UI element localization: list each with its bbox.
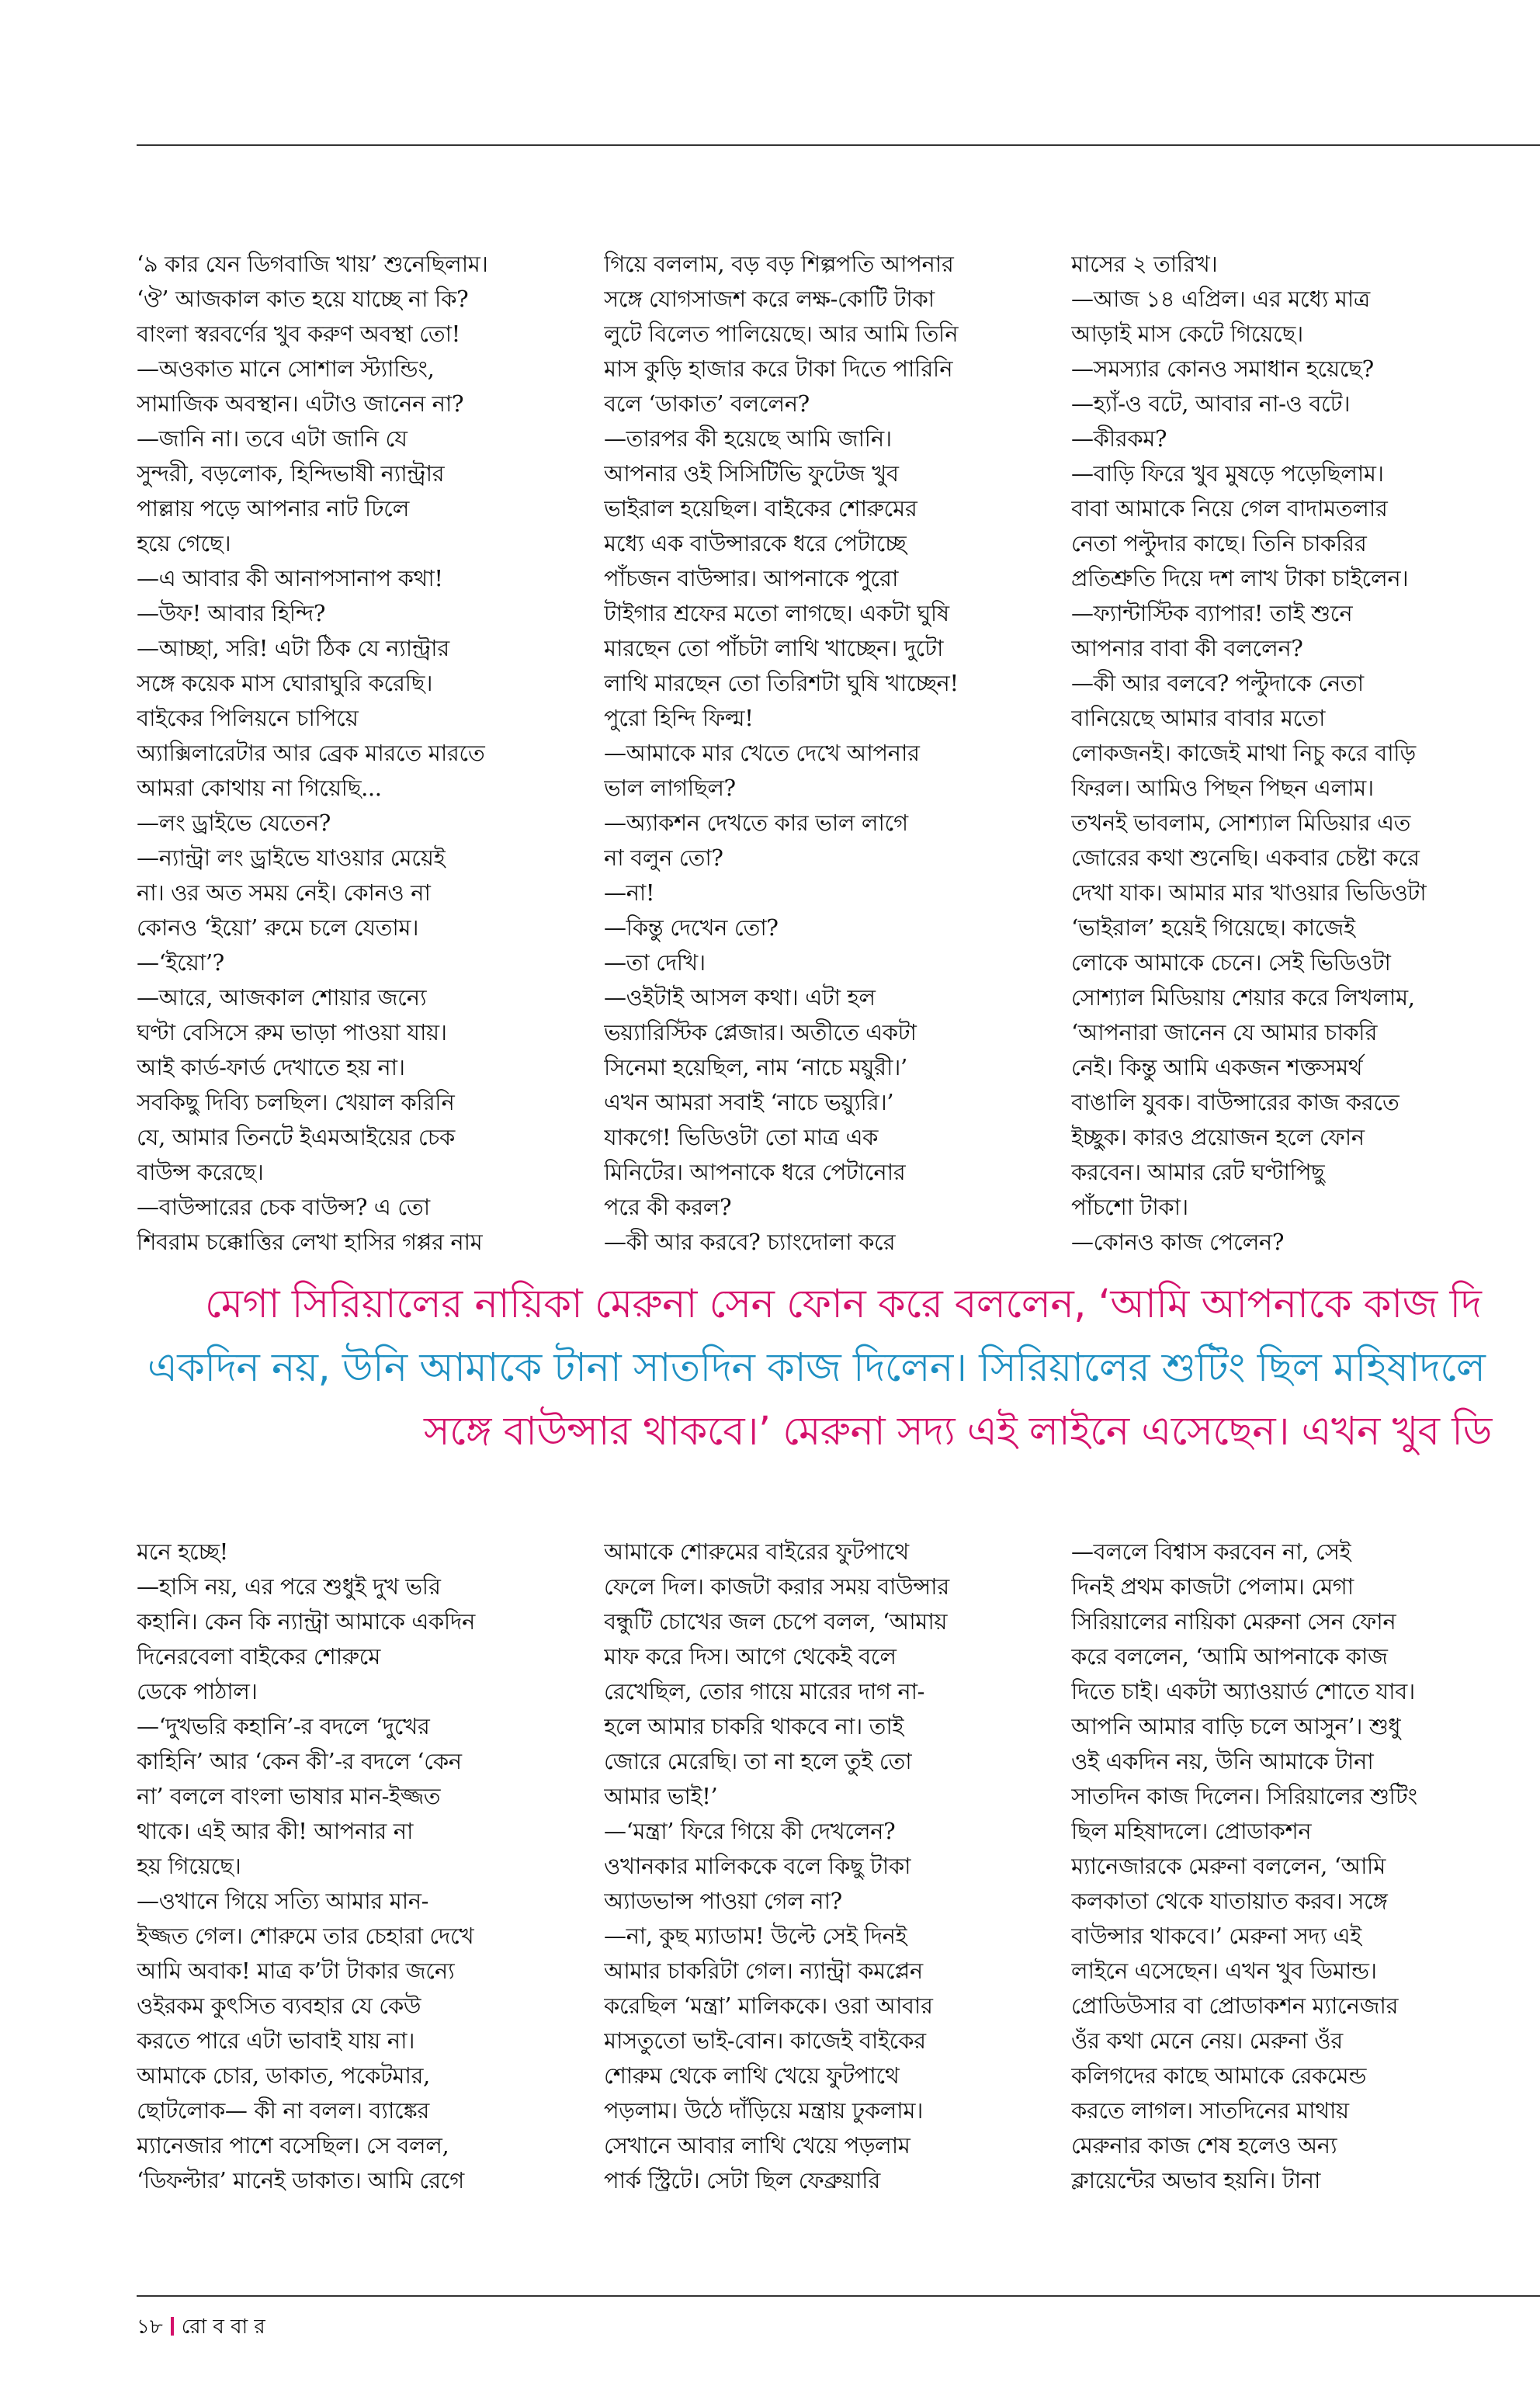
text-line: করবেন। আমার রেট ঘণ্টাপিছু (1071, 1159, 1325, 1185)
text-line: ‘ডিফল্টার’ মানেই ডাকাত। আমি রেগে (137, 2167, 464, 2194)
text-line: মাস কুড়ি হাজার করে টাকা দিতে পারিনি (604, 355, 953, 382)
text-line: ছোটলোক— কী না বলল। ব্যাঙ্কের (137, 2097, 429, 2124)
text-line: মাফ করে দিস। আগে থেকেই বলে (604, 1643, 897, 1670)
text-line: টাইগার শ্রফের মতো লাগছে। একটা ঘুষি (604, 600, 949, 626)
text-line: কলকাতা থেকে যাতায়াত করব। সঙ্গে (1071, 1888, 1388, 1914)
text-line: নেই। কিন্তু আমি একজন শক্তসমর্থ (1071, 1054, 1363, 1080)
text-line: —‘দুখভরি কহানি’-র বদলে ‘দুখের (137, 1713, 430, 1739)
bottom-rule (137, 2295, 1540, 2297)
text-line: হয় গিয়েছে। (137, 1853, 241, 1879)
text-line: প্রোডিউসার বা প্রোডাকশন ম্যানেজার (1071, 1992, 1399, 2019)
text-line: করতে পারে এটা ভাবাই যায় না। (137, 2027, 415, 2054)
text-line: —কীরকম? (1071, 425, 1167, 452)
text-line: বন্ধুটি চোখের জল চেপে বলল, ‘আমায় (604, 1608, 948, 1635)
text-line: ম্যানেজার পাশে বসেছিল। সে বলল, (137, 2132, 449, 2159)
text-line: —বললে বিশ্বাস করবেন না, সেই (1071, 1538, 1351, 1565)
pull-quote-line-3: সঙ্গে বাউন্সার থাকবে।’ মেরুনা সদ্য এই লাইনে এসেছেন। এখন খুব ডি (424, 1409, 1492, 1455)
text-line: ক্লায়েন্টের অভাব হয়নি। টানা (1071, 2167, 1321, 2194)
text-line: না’ বললে বাংলা ভাষার মান-ইজ্জত (137, 1783, 441, 1809)
text-line: —ওইটাই আসল কথা। এটা হল (604, 984, 876, 1011)
text-line: মেরুনার কাজ শেষ হলেও অন্য (1071, 2132, 1337, 2159)
text-line: সঙ্গে যোগসাজশ করে লক্ষ-কোটি টাকা (604, 286, 935, 312)
text-line: —না! (604, 879, 655, 906)
text-line: আমাকে চোর, ডাকাত, পকেটমার, (137, 2062, 430, 2089)
article-column (604, 247, 1023, 1260)
text-line: আমার চাকরিটা গেল। ন্যান্ট্রা কমপ্লেন (604, 1958, 923, 1984)
text-line: সিনেমা হয়েছিল, নাম ‘নাচে ময়ুরী।’ (604, 1054, 907, 1080)
text-line: যাকগে! ভিডিওটা তো মাত্র এক (604, 1124, 878, 1150)
text-line: পাঁচজন বাউন্সার। আপনাকে পুরো (604, 565, 899, 591)
text-line: আই কার্ড-ফার্ড দেখাতে হয় না। (137, 1054, 405, 1080)
article-column (1071, 1535, 1490, 2198)
text-line: —কোনও কাজ পেলেন? (1071, 1229, 1284, 1255)
article-column (604, 1535, 1023, 2198)
article-column (137, 247, 556, 1260)
text-line: গিয়ে বললাম, বড় বড় শিল্পপতি আপনার (604, 251, 954, 277)
text-line: পার্ক স্ট্রিটে। সেটা ছিল ফেব্রুয়ারি (604, 2167, 880, 2194)
text-line: বাউন্সার থাকবে।’ মেরুনা সদ্য এই (1071, 1923, 1361, 1949)
text-line: —অওকাত মানে সোশাল স্ট্যান্ডিং, (137, 355, 435, 382)
text-line: ডেকে পাঠাল। (137, 1678, 258, 1705)
text-line: কলিগদের কাছে আমাকে রেকমেন্ড (1071, 2062, 1367, 2089)
text-line: ওই একদিন নয়, উনি আমাকে টানা (1071, 1748, 1374, 1774)
text-line: —আচ্ছা, সরি! এটা ঠিক যে ন্যান্ট্রার (137, 635, 449, 661)
text-line: মিনিটের। আপনাকে ধরে পেটানোর (604, 1159, 906, 1185)
text-line: ‘আপনারা জানেন যে আমার চাকরি (1071, 1019, 1378, 1046)
text-line: সুন্দরী, বড়লোক, হিন্দিভাষী ন্যান্ট্রার (137, 460, 445, 487)
text-line: —তা দেখি। (604, 949, 706, 976)
pull-quote-line-2: একদিন নয়, উনি আমাকে টানা সাতদিন কাজ দিলেন। সিরিয়ালের শুটিং ছিল মহিষাদলে (147, 1345, 1486, 1391)
text-line: —কী আর বলবে? পল্টুদাকে নেতা (1071, 670, 1364, 696)
text-line: সবকিছু দিব্যি চলছিল। খেয়াল করিনি (137, 1089, 455, 1115)
text-line: না। ওর অত সময় নেই। কোনও না (137, 879, 431, 906)
text-line: —আমাকে মার খেতে দেখে আপনার (604, 740, 920, 766)
text-line: —ওখানে গিয়ে সত্যি আমার মান- (137, 1888, 429, 1914)
text-line: —সমস্যার কোনও সমাধান হয়েছে? (1071, 355, 1374, 382)
text-line: দিনই প্রথম কাজটা পেলাম। মেগা (1071, 1573, 1354, 1600)
text-line: রেখেছিল, তোর গায়ে মারের দাগ না- (604, 1678, 925, 1705)
text-line: ওইরকম কুৎসিত ব্যবহার যে কেউ (137, 1992, 421, 2019)
text-line: বাঙালি যুবক। বাউন্সারের কাজ করতে (1071, 1089, 1400, 1115)
text-line: লোকে আমাকে চেনে। সেই ভিডিওটা (1071, 949, 1391, 976)
text-line: বাবা আমাকে নিয়ে গেল বাদামতলার (1071, 495, 1388, 522)
text-line: —‘ইয়ো’? (137, 949, 224, 976)
text-line: লুটে বিলেত পালিয়েছে। আর আমি তিনি (604, 321, 959, 347)
text-line: আমরা কোথায় না গিয়েছি... (137, 775, 382, 801)
pull-quote (137, 1273, 1540, 1475)
text-line: ইজ্জত গেল। শোরুমে তার চেহারা দেখে (137, 1923, 474, 1949)
text-line: যে, আমার তিনটে ইএমআইয়ের চেক (137, 1124, 455, 1150)
text-line: কহানি। কেন কি ন্যান্ট্রা আমাকে একদিন (137, 1608, 475, 1635)
text-line: হয়ে গেছে। (137, 530, 231, 557)
text-line: ভয়্যারিস্টিক প্লেজার। অতীতে একটা (604, 1019, 917, 1046)
text-line: সেখানে আবার লাথি খেয়ে পড়লাম (604, 2132, 910, 2159)
text-line: ম্যানেজারকে মেরুনা বললেন, ‘আমি (1071, 1853, 1386, 1879)
text-line: —লং ড্রাইভে যেতেন? (137, 810, 331, 836)
text-line: সাতদিন কাজ দিলেন। সিরিয়ালের শুটিং (1071, 1783, 1417, 1809)
text-line: দিতে চাই। একটা অ্যাওয়ার্ড শোতে যাব। (1071, 1678, 1415, 1705)
text-line: লাইনে এসেছেন। এখন খুব ডিমান্ড। (1071, 1958, 1377, 1984)
text-line: আপনার বাবা কী বললেন? (1071, 635, 1303, 661)
text-line: —‘মন্ত্রা’ ফিরে গিয়ে কী দেখলেন? (604, 1818, 896, 1844)
text-line: —হাসি নয়, এর পরে শুধুই দুখ ভরি (137, 1573, 441, 1600)
text-line: অ্যাডভান্স পাওয়া গেল না? (604, 1888, 842, 1914)
text-line: কোনও ‘ইয়ো’ রুমে চলে যেতাম। (137, 914, 419, 941)
text-line: সিরিয়ালের নায়িকা মেরুনা সেন ফোন (1071, 1608, 1396, 1635)
text-line: পরে কী করল? (604, 1194, 732, 1220)
text-line: ‘ভাইরাল’ হয়েই গিয়েছে। কাজেই (1071, 914, 1355, 941)
text-line: পুরো হিন্দি ফিল্ম! (604, 705, 754, 731)
text-line: মনে হচ্ছে! (137, 1538, 228, 1565)
text-line: করেছিল ‘মন্ত্রা’ মালিককে। ওরা আবার (604, 1992, 933, 2019)
text-line: —বাড়ি ফিরে খুব মুষড়ে পড়েছিলাম। (1071, 460, 1384, 487)
page-footer (137, 2311, 265, 2343)
text-line: —ফ্যান্টাস্টিক ব্যাপার! তাই শুনে (1071, 600, 1353, 626)
text-line: বাংলা স্বরবর্ণের খুব করুণ অবস্থা তো! (137, 321, 460, 347)
text-line: পড়লাম। উঠে দাঁড়িয়ে মন্ত্রায় ঢুকলাম। (604, 2097, 923, 2124)
text-line: —কিন্তু দেখেন তো? (604, 914, 779, 941)
text-line: ফিরল। আমিও পিছন পিছন এলাম। (1071, 775, 1374, 801)
text-line: অ্যাক্সিলারেটার আর ব্রেক মারতে মারতে (137, 740, 485, 766)
pull-quote-line-1: মেগা সিরিয়ালের নায়িকা মেরুনা সেন ফোন করে বললেন, ‘আমি আপনাকে কাজ দি (205, 1281, 1482, 1327)
top-columns (137, 247, 1538, 1260)
section-name: রো ব বা র (181, 2315, 265, 2339)
text-line: জোরের কথা শুনেছি। একবার চেষ্টা করে (1071, 844, 1420, 871)
text-line: ওঁর কথা মেনে নেয়। মেরুনা ওঁর (1071, 2027, 1343, 2054)
text-line: কাহিনি’ আর ‘কেন কী’-র বদলে ‘কেন (137, 1748, 462, 1774)
text-line: মধ্যে এক বাউন্সারকে ধরে পেটাচ্ছে (604, 530, 907, 557)
text-line: আপনি আমার বাড়ি চলে আসুন’। শুধু (1071, 1713, 1401, 1739)
text-line: ‘৯ কার যেন ডিগবাজি খায়’ শুনেছিলাম। (137, 251, 488, 277)
article-column (137, 1535, 556, 2198)
text-line: সামাজিক অবস্থান। এটাও জানেন না? (137, 390, 464, 417)
text-line: এখন আমরা সবাই ‘নাচে ভয়্যুরি।’ (604, 1089, 894, 1115)
text-line: ইচ্ছুক। কারও প্রয়োজন হলে ফোন (1071, 1124, 1365, 1150)
text-line: —তারপর কী হয়েছে আমি জানি। (604, 425, 892, 452)
text-line: —অ্যাকশন দেখতে কার ভাল লাগে (604, 810, 908, 836)
text-line: —জানি না। তবে এটা জানি যে (137, 425, 408, 452)
page-number: ১৮ (137, 2315, 163, 2339)
footer-divider (171, 2317, 174, 2336)
text-line: আপনার ওই সিসিটিভি ফুটেজ খুব (604, 460, 899, 487)
text-line: থাকে। এই আর কী! আপনার না (137, 1818, 414, 1844)
text-line: —বাউন্সারের চেক বাউন্স? এ তো (137, 1194, 430, 1220)
text-line: নেতা পল্টুদার কাছে। তিনি চাকরির (1071, 530, 1367, 557)
text-line: —আরে, আজকাল শোয়ার জন্যে (137, 984, 427, 1011)
text-line: —কী আর করবে? চ্যাংদোলা করে (604, 1229, 896, 1255)
text-line: বাইকের পিলিয়নে চাপিয়ে (137, 705, 359, 731)
text-line: ভাল লাগছিল? (604, 775, 736, 801)
text-line: —হ্যাঁ-ও বটে, আবার না-ও বটে। (1071, 390, 1351, 417)
text-line: সঙ্গে কয়েক মাস ঘোরাঘুরি করেছি। (137, 670, 433, 696)
text-line: ছিল মহিষাদলে। প্রোডাকশন (1071, 1818, 1312, 1844)
text-line: —উফ! আবার হিন্দি? (137, 600, 326, 626)
text-line: আমি অবাক! মাত্র ক’টা টাকার জন্যে (137, 1958, 455, 1984)
text-line: পাঁচশো টাকা। (1071, 1194, 1188, 1220)
text-line: সোশ্যাল মিডিয়ায় শেয়ার করে লিখলাম, (1071, 984, 1415, 1011)
text-line: মারছেন তো পাঁচটা লাথি খাচ্ছেন। দুটো (604, 635, 944, 661)
text-line: —না, কুছ ম্যাডাম! উল্টে সেই দিনই (604, 1923, 907, 1949)
text-line: শিবরাম চক্কোত্তির লেখা হাসির গপ্পর নাম (137, 1229, 483, 1255)
text-line: শোরুম থেকে লাথি খেয়ে ফুটপাথে (604, 2062, 900, 2089)
text-line: —এ আবার কী আনাপসানাপ কথা! (137, 565, 443, 591)
text-line: লোকজনই। কাজেই মাথা নিচু করে বাড়ি (1071, 740, 1416, 766)
text-line: ওখানকার মালিককে বলে কিছু টাকা (604, 1853, 911, 1879)
text-line: আড়াই মাস কেটে গিয়েছে। (1071, 321, 1303, 347)
text-line: দিনেরবেলা বাইকের শোরুমে (137, 1643, 380, 1670)
text-line: করে বললেন, ‘আমি আপনাকে কাজ (1071, 1643, 1388, 1670)
article-column (1071, 247, 1490, 1260)
text-line: প্রতিশ্রুতি দিয়ে দশ লাখ টাকা চাইলেন। (1071, 565, 1409, 591)
text-line: লাথি মারছেন তো তিরিশটা ঘুষি খাচ্ছেন! (604, 670, 959, 696)
text-line: আমাকে শোরুমের বাইরের ফুটপাথে (604, 1538, 909, 1565)
text-line: মাসের ২ তারিখ। (1071, 251, 1218, 277)
text-line: বাউন্স করেছে। (137, 1159, 264, 1185)
text-line: দেখা যাক। আমার মার খাওয়ার ভিডিওটা (1071, 879, 1427, 906)
top-rule (137, 144, 1540, 146)
text-line: হলে আমার চাকরি থাকবে না। তাই (604, 1713, 904, 1739)
text-line: ‘ঔ’ আজকাল কাত হয়ে যাচ্ছে না কি? (137, 286, 469, 312)
bottom-columns (137, 1535, 1538, 2198)
text-line: বলে ‘ডাকাত’ বললেন? (604, 390, 810, 417)
text-line: পাল্লায় পড়ে আপনার নাট ঢিলে (137, 495, 409, 522)
text-line: —ন্যান্ট্রা লং ড্রাইভে যাওয়ার মেয়েই (137, 844, 446, 871)
text-line: মাসতুতো ভাই-বোন। কাজেই বাইকের (604, 2027, 926, 2054)
text-line: আমার ভাই!’ (604, 1783, 718, 1809)
text-line: করতে লাগল। সাতদিনের মাথায় (1071, 2097, 1349, 2124)
text-line: তখনই ভাবলাম, সোশ্যাল মিডিয়ার এত (1071, 810, 1410, 836)
text-line: না বলুন তো? (604, 844, 723, 871)
text-line: ভাইরাল হয়েছিল। বাইকের শোরুমের (604, 495, 917, 522)
text-line: জোরে মেরেছি। তা না হলে তুই তো (604, 1748, 912, 1774)
text-line: বানিয়েছে আমার বাবার মতো (1071, 705, 1326, 731)
text-line: —আজ ১৪ এপ্রিল। এর মধ্যে মাত্র (1071, 286, 1370, 312)
text-line: ফেলে দিল। কাজটা করার সময় বাউন্সার (604, 1573, 949, 1600)
text-line: ঘণ্টা বেসিসে রুম ভাড়া পাওয়া যায়। (137, 1019, 447, 1046)
